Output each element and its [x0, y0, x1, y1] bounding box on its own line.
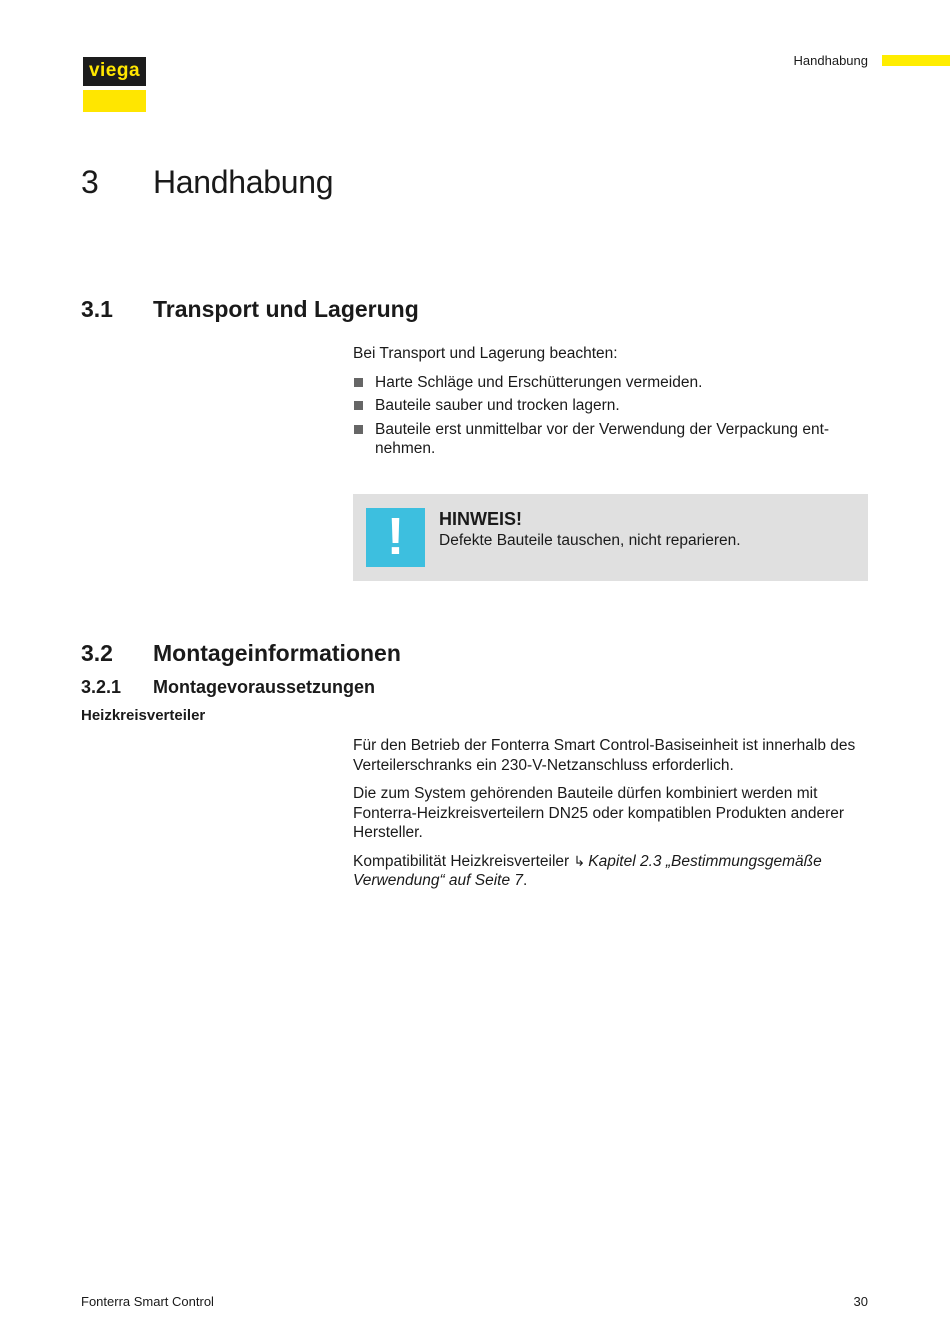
- running-header: Handhabung: [793, 53, 868, 68]
- viega-logo: [83, 57, 146, 112]
- transport-content: [353, 344, 868, 463]
- chapter-title: [81, 164, 333, 201]
- hint-box: [353, 494, 868, 581]
- list-item: Bauteile sauber und trocken lagern.: [353, 396, 868, 416]
- paragraph: Für den Betrieb der Fonterra Smart Control-Basiseinheit ist innerhalb des Verteilerschranks ein 230-V-Netzanschluss erforderlich.: [353, 737, 856, 774]
- subsection-heading-3-2-1: [81, 677, 375, 698]
- page-number: 30: [853, 1294, 868, 1309]
- section-heading-3-2: [81, 640, 401, 667]
- compat-suffix: .: [523, 872, 528, 889]
- list-item: Harte Schläge und Erschütterungen vermeiden.: [353, 373, 868, 393]
- section-title: Montageinformationen: [153, 640, 401, 666]
- compat-prefix: Kompatibilität Heizkreisverteiler: [353, 852, 570, 870]
- reference-arrow-icon: ↳: [573, 852, 586, 869]
- hint-text: Defekte Bauteile tauschen, nicht reparieren.: [439, 532, 741, 549]
- transport-intro: Bei Transport und Lagerung beachten:: [353, 345, 618, 362]
- logo-wordmark: viega: [83, 57, 146, 86]
- subsection-title: Montagevoraussetzungen: [153, 677, 376, 697]
- section-title: Transport und Lagerung: [153, 296, 419, 322]
- logo-yellow-block: [83, 90, 146, 112]
- paragraph: Die zum System gehörenden Bauteile dürfen kombiniert werden mit Fonterra-Heizkreisverteilern DN25 oder kompatiblen Produkten anderer Hersteller.: [353, 785, 845, 841]
- compatibility-paragraph: [353, 852, 868, 891]
- transport-list: [353, 373, 868, 459]
- hint-title: HINWEIS!: [439, 509, 522, 529]
- chapter-reference-link[interactable]: Kapitel 2.3 „Bestimmungsgemäße Verwendung“ auf Seite 7: [353, 852, 822, 889]
- minor-heading: Heizkreisverteiler: [81, 707, 206, 724]
- exclamation-icon: !: [366, 508, 425, 567]
- header-accent-bar: [882, 55, 950, 66]
- list-item: Bauteile erst unmittelbar vor der Verwendung der Verpackung ent- nehmen.: [353, 420, 868, 459]
- chapter-title-text: Handhabung: [153, 164, 334, 200]
- section-number: 3.2: [81, 640, 113, 666]
- montage-content: [353, 736, 868, 900]
- footer-product: Fonterra Smart Control: [81, 1294, 214, 1309]
- chapter-number: 3: [81, 164, 99, 200]
- subsection-number: 3.2.1: [81, 677, 122, 697]
- section-number: 3.1: [81, 296, 113, 322]
- section-heading-3-1: [81, 296, 419, 323]
